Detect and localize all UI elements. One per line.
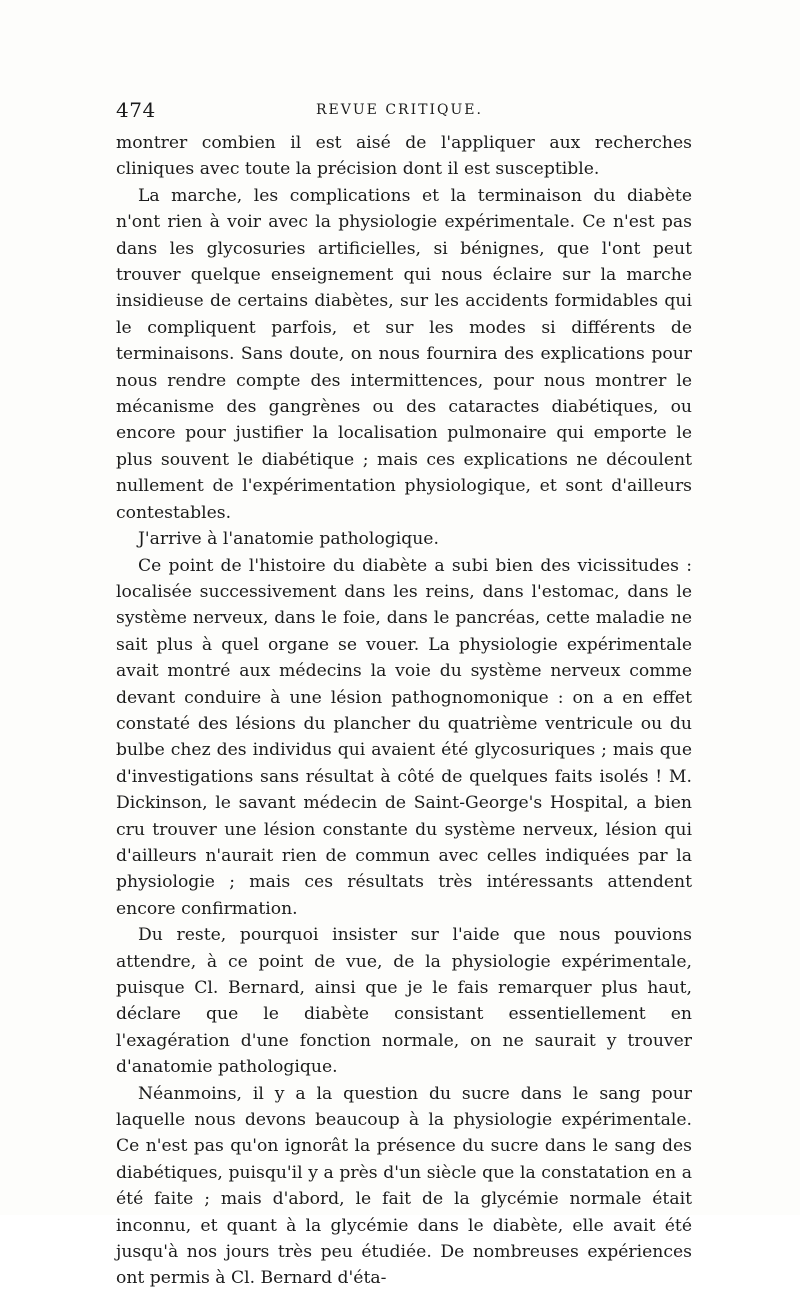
- body-text: [116, 130, 692, 1292]
- paragraph: Ce point de l'histoire du diabète a subi bien des vicissitudes : localisée successivement dans les reins, dans l'estomac, dans le système nerveux, dans le foie, dans le pancréas, cette maladie ne sait plus à quel organe se vouer. La physiologie expérimentale avait montré aux médecins la voie du système nerveux comme devant conduire à une lésion pathognomonique : on a en effet constaté des lésions du plancher du quatrième ventricule ou du bulbe chez des individus qui avaient été glycosuriques ; mais que d'investigations sans résultat à côté de quelques faits isolés ! M. Dickinson, le savant médecin de Saint-George's Hospital, a bien cru trouver une lésion constante du système nerveux, lésion qui d'ailleurs n'aurait rien de commun avec celles indiquées par la physiologie ; mais ces résultats très intéressants attendent encore confirmation.: [116, 555, 692, 919]
- paragraph: La marche, les complications et la terminaison du diabète n'ont rien à voir avec la physiologie expérimentale. Ce n'est pas dans les glycosuries artificielles, si bénignes, que l'ont peut trouver quelque enseignement qui nous éclaire sur la marche insidieuse de certains diabètes, sur les accidents formidables qui le compliquent parfois, et sur les modes si différents de terminaisons. Sans doute, on nous fournira des explications pour nous rendre compte des intermittences, pour nous montrer le mécanisme des gangrènes ou des cataractes diabétiques, ou encore pour justifier la localisation pulmonaire qui emporte le plus souvent le diabétique ; mais ces explications ne découlent nullement de l'expérimentation physiologique, et sont d'ailleurs contestables.: [116, 185, 692, 523]
- page-number: 474: [116, 98, 156, 122]
- paragraph: Néanmoins, il y a la question du sucre dans le sang pour laquelle nous devons beaucoup à la physiologie expérimentale. Ce n'est pas qu'on ignorât la présence du sucre dans le sang des diabétiques, puisqu'il y a près d'un siècle que la constatation en a été faite ; mais d'abord, le fait de la glycémie normale était inconnu, et quant à la glycémie dans le diabète, elle avait été jusqu'à nos jours très peu étudiée. De nombreuses expériences ont permis à Cl. Bernard d'éta-: [116, 1083, 692, 1289]
- paragraph: Du reste, pourquoi insister sur l'aide que nous pouvions attendre, à ce point de vue, de la physiologie expérimentale, puisque Cl. Bernard, ainsi que je le fais remarquer plus haut, déclare que le diabète consistant essentiellement en l'exagération d'une fonction normale, on ne saurait y trouver d'anatomie pathologique.: [116, 925, 692, 1078]
- page-header: [116, 98, 692, 128]
- paragraph: J'arrive à l'anatomie pathologique.: [138, 529, 439, 550]
- running-title: REVUE CRITIQUE.: [316, 102, 483, 118]
- paragraph-continued: montrer combien il est aisé de l'appliquer aux recherches cliniques avec toute la précision dont il est susceptible.: [116, 133, 692, 180]
